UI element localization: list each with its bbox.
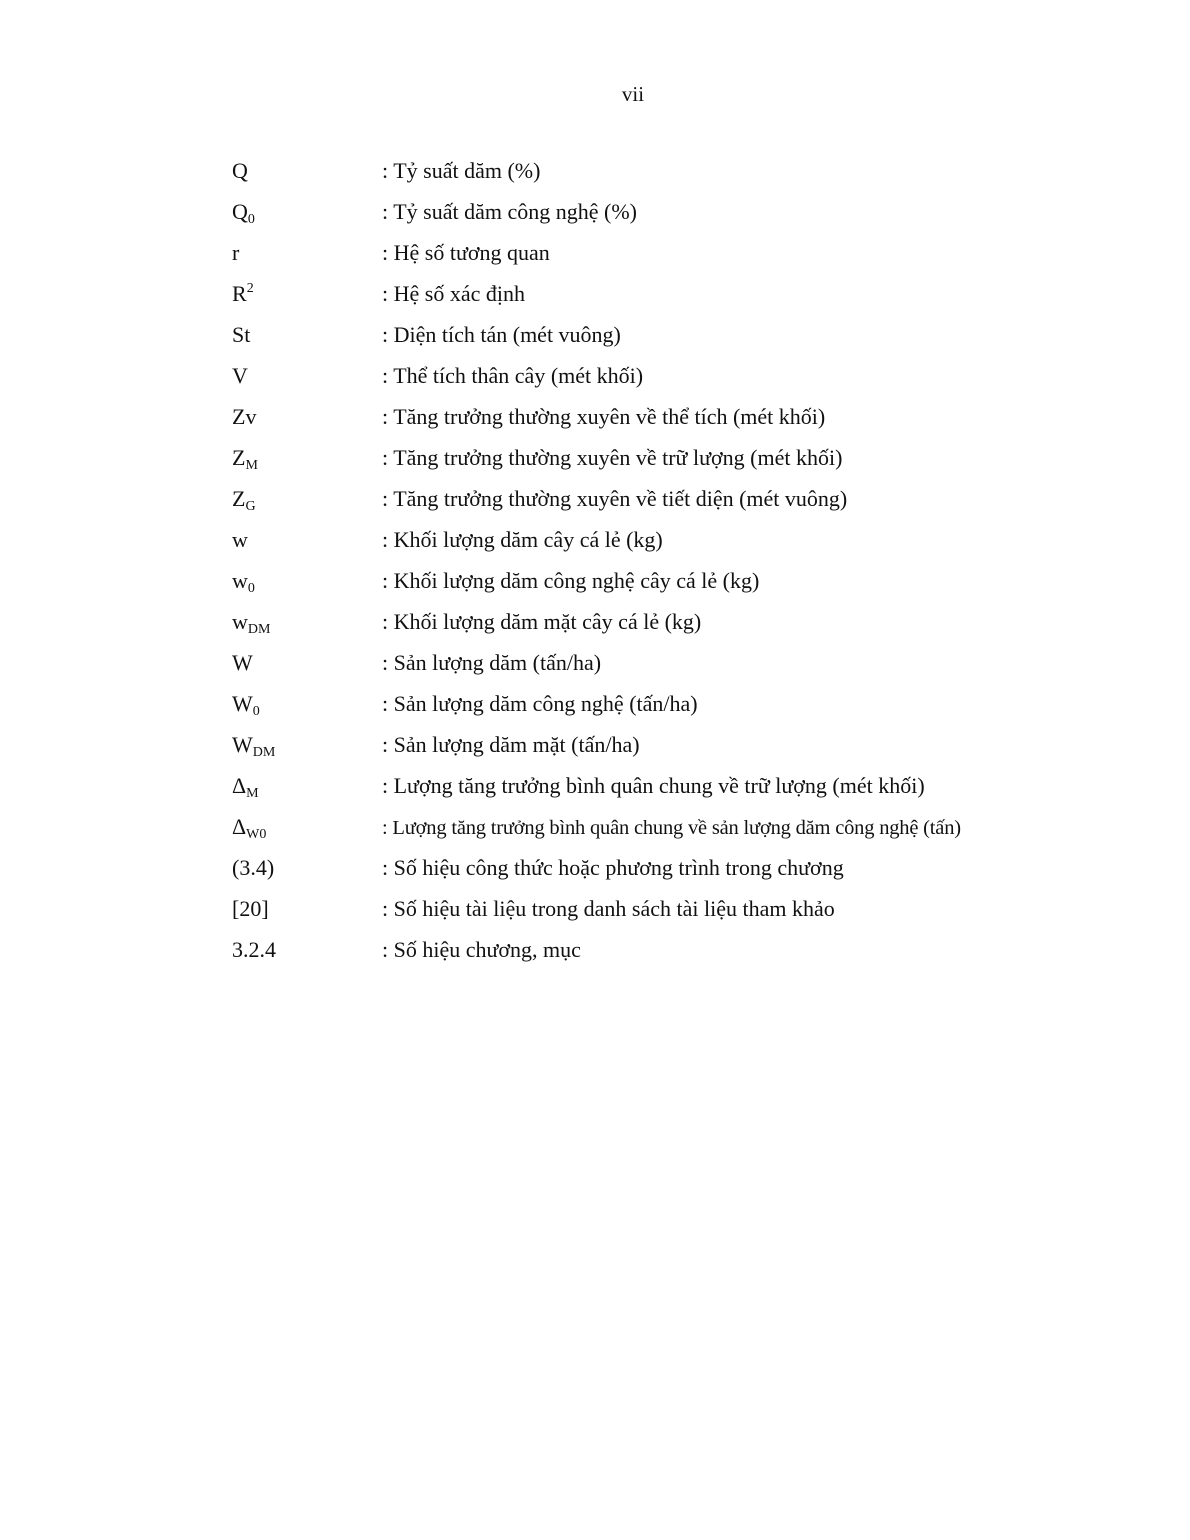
symbol: $Z_G$ <box>232 486 256 514</box>
list-item <box>232 765 1052 806</box>
list-item <box>232 314 1052 355</box>
list-item <box>232 396 1052 437</box>
symbol: W <box>232 650 253 675</box>
description: : Thể tích thân cây (mét khối) <box>382 363 644 388</box>
symbol: w <box>232 527 248 552</box>
list-item <box>232 929 1052 970</box>
description: : Sản lượng dăm mặt (tấn/ha) <box>382 732 640 757</box>
description: : Hệ số xác định <box>382 281 525 306</box>
description: : Sản lượng dăm công nghệ (tấn/ha) <box>382 691 698 716</box>
list-item <box>232 478 1052 519</box>
page-number: vii <box>621 82 645 106</box>
abbreviation-list <box>232 150 1052 970</box>
list-item <box>232 273 1052 314</box>
list-item <box>232 437 1052 478</box>
description: : Diện tích tán (mét vuông) <box>382 322 621 347</box>
description: : Tăng trưởng thường xuyên về tiết diện (mét vuông) <box>382 486 848 511</box>
description: : Số hiệu chương, mục <box>382 937 581 962</box>
description: : Số hiệu tài liệu trong danh sách tài liệu tham khảo <box>382 896 835 921</box>
description: : Tăng trưởng thường xuyên về trữ lượng (mét khối) <box>382 445 843 470</box>
symbol: [20] <box>232 896 269 921</box>
symbol: Zv <box>232 404 257 429</box>
list-item <box>232 724 1052 765</box>
description: : Tỷ suất dăm công nghệ (%) <box>382 199 637 224</box>
list-item <box>232 847 1052 888</box>
symbol: $R^2$ <box>232 281 254 306</box>
symbol: St <box>232 322 251 347</box>
list-item <box>232 191 1052 232</box>
symbol: $Z_M$ <box>232 445 258 473</box>
list-item <box>232 355 1052 396</box>
symbol: V <box>232 363 248 388</box>
symbol: $w_0$ <box>232 568 255 596</box>
description: : Lượng tăng trưởng bình quân chung về sản lượng dăm công nghệ (tấn) <box>382 817 961 839</box>
symbol: Q <box>232 158 248 183</box>
description: : Hệ số tương quan <box>382 240 550 265</box>
symbol: (3.4) <box>232 855 275 880</box>
symbol: $Q_0$ <box>232 199 255 227</box>
description: : Khối lượng dăm cây cá lẻ (kg) <box>382 527 663 552</box>
list-item <box>232 642 1052 683</box>
symbol: $w_{DM}$ <box>232 609 271 637</box>
list-item <box>232 150 1052 191</box>
symbol: $\Delta_{W0}$ <box>232 814 267 842</box>
description: : Lượng tăng trưởng bình quân chung về trữ lượng (mét khối) <box>382 773 925 798</box>
description: : Khối lượng dăm mặt cây cá lẻ (kg) <box>382 609 702 634</box>
list-item <box>232 888 1052 929</box>
list-item <box>232 232 1052 273</box>
list-item <box>232 806 1052 847</box>
description: : Tăng trưởng thường xuyên về thể tích (mét khối) <box>382 404 826 429</box>
description: : Sản lượng dăm (tấn/ha) <box>382 650 602 675</box>
description: : Tỷ suất dăm (%) <box>382 158 541 183</box>
list-item <box>232 560 1052 601</box>
description: : Số hiệu công thức hoặc phương trình trong chương <box>382 855 844 880</box>
symbol: r <box>232 240 240 265</box>
symbol: 3.2.4 <box>232 937 276 962</box>
symbol: $\Delta_M$ <box>232 773 259 801</box>
description: : Khối lượng dăm công nghệ cây cá lẻ (kg) <box>382 568 760 593</box>
symbol: $W_0$ <box>232 691 260 719</box>
list-item <box>232 683 1052 724</box>
symbol: $W_{DM}$ <box>232 732 276 760</box>
list-item <box>232 601 1052 642</box>
list-item <box>232 519 1052 560</box>
